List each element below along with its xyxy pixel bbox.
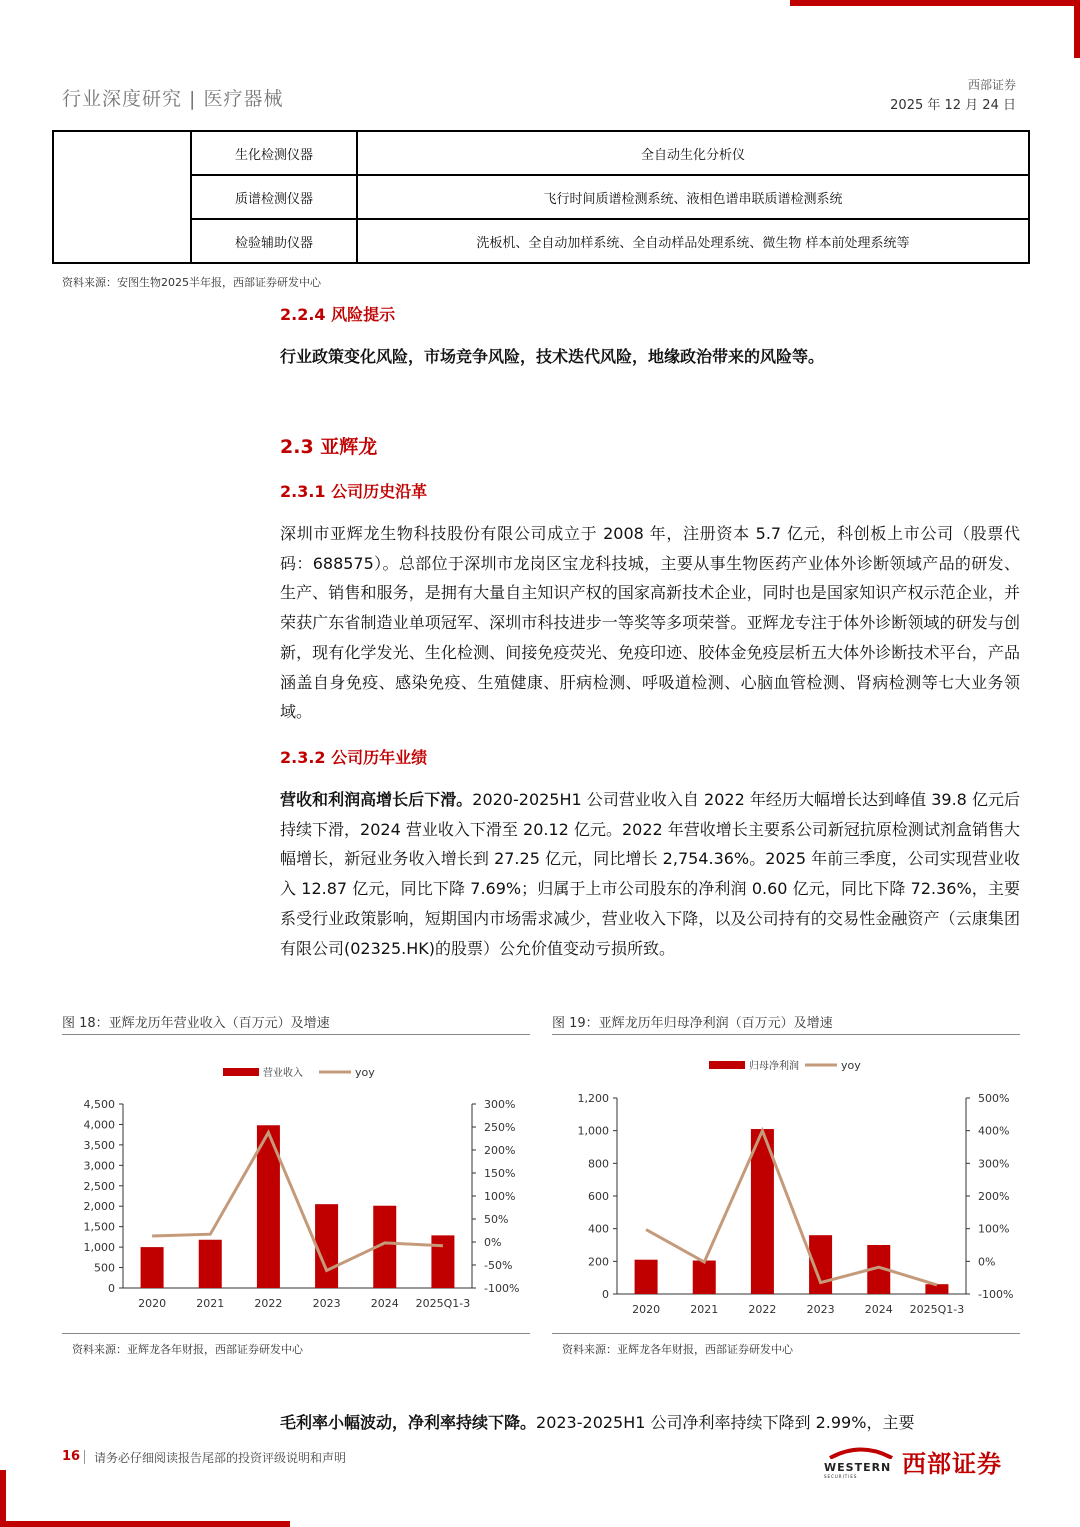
section-224-title: 2.2.4 风险提示 bbox=[280, 305, 396, 324]
bottom-body: 2023-2025H1 公司净利率持续下降到 2.99%，主要 bbox=[536, 1413, 915, 1432]
legend-bar-label: 营业收入 bbox=[263, 1068, 303, 1079]
right-tick-label: 0% bbox=[484, 1236, 502, 1249]
left-tick-label: 1,000 bbox=[83, 1241, 115, 1255]
x-tick-label: 2020 bbox=[138, 1297, 167, 1310]
bar-2020 bbox=[635, 1260, 658, 1294]
x-tick-label: 2024 bbox=[370, 1297, 399, 1310]
x-tick-label: 2024 bbox=[864, 1303, 893, 1316]
fig18-title: 图 18：亚辉龙历年营业收入（百万元）及增速 bbox=[62, 1016, 330, 1031]
left-tick-label: 4,500 bbox=[83, 1098, 115, 1111]
bar-2023 bbox=[315, 1204, 338, 1288]
bar-2025Q1-3 bbox=[925, 1284, 948, 1294]
fig19-title: 图 19：亚辉龙历年归母净利润（百万元）及增速 bbox=[552, 1016, 833, 1031]
fig19-bottom-rule bbox=[552, 1333, 1020, 1334]
left-tick-label: 600 bbox=[588, 1190, 609, 1203]
right-tick-label: 300% bbox=[978, 1157, 1010, 1171]
fig18-source: 资料来源：亚辉龙各年财报，西部证券研发中心 bbox=[72, 1343, 303, 1356]
right-tick-label: 100% bbox=[978, 1222, 1010, 1236]
header-category: 行业深度研究 | 医疗器械 bbox=[62, 88, 284, 110]
section-232-title: 2.3.2 公司历年业绩 bbox=[280, 748, 428, 767]
left-tick-label: 4,000 bbox=[83, 1118, 115, 1132]
table-cell-products: 全自动生化分析仪 bbox=[357, 131, 1029, 175]
left-tick-label: 200 bbox=[588, 1255, 609, 1269]
yoy-line bbox=[152, 1133, 443, 1271]
right-tick-label: 250% bbox=[484, 1121, 516, 1134]
left-tick-label: 800 bbox=[588, 1157, 609, 1171]
left-tick-label: 0 bbox=[602, 1288, 609, 1301]
left-tick-label: 1,500 bbox=[83, 1220, 115, 1234]
x-tick-label: 2021 bbox=[196, 1297, 225, 1310]
table-cell-type: 生化检测仪器 bbox=[191, 131, 357, 175]
logo-en: WESTERN bbox=[824, 1461, 892, 1474]
table-row bbox=[53, 175, 1029, 219]
fig18-chart bbox=[62, 1040, 530, 1320]
section-232-body: 2020-2025H1 公司营业收入自 2022 年经历大幅增长达到峰值 39.8 亿元后持续下滑，2024 营业收入下滑至 20.12 亿元。2022 年营收增长主要系公司新冠抗原检测试剂盒销售大幅增长，新冠业务收入增长到 27.25 亿元，同比增长 2,754.36%。2025 年前三季度，公司实现营业收入 12.87 亿元，同比下降 7.69%；归属于上市公司股东的净利润 0.60 亿元，同比下降 72.36%，主要系受行业政策影响，短期国内市场需求减少，营业收入下降，以及公司持有的交易性金融资产（云康集团有限公司(02325.HK)的股票）公允价值变动亏损所致。 bbox=[280, 790, 1020, 958]
bottom-paragraph bbox=[280, 1408, 1020, 1438]
table-row bbox=[53, 219, 1029, 263]
product-table bbox=[52, 130, 1030, 264]
legend-bar-label: 归母净利润 bbox=[749, 1061, 799, 1072]
fig18-bottom-rule bbox=[62, 1333, 530, 1334]
section-231-title: 2.3.1 公司历史沿革 bbox=[280, 482, 428, 501]
table-source: 资料来源：安图生物2025半年报，西部证券研发中心 bbox=[62, 276, 321, 289]
table-row bbox=[53, 131, 1029, 175]
logo-sub: SECURITIES bbox=[824, 1474, 858, 1479]
fig18-top-rule bbox=[62, 1034, 530, 1035]
right-tick-label: 400% bbox=[978, 1124, 1010, 1138]
chart-legend bbox=[709, 1059, 861, 1072]
right-tick-label: 0% bbox=[978, 1255, 996, 1269]
table-cell-type: 检验辅助仪器 bbox=[191, 219, 357, 263]
x-tick-label: 2022 bbox=[748, 1303, 777, 1316]
x-tick-label: 2020 bbox=[632, 1303, 661, 1316]
footer-divider bbox=[84, 1450, 85, 1464]
fig19-source: 资料来源：亚辉龙各年财报，西部证券研发中心 bbox=[562, 1343, 793, 1356]
section-232-lead: 营收和利润高增长后下滑。 bbox=[280, 790, 473, 809]
section-232-paragraph bbox=[280, 785, 1020, 963]
left-tick-label: 3,000 bbox=[83, 1159, 115, 1173]
logo-mark bbox=[824, 1444, 898, 1479]
right-tick-label: -100% bbox=[978, 1288, 1014, 1301]
legend-line-label: yoy bbox=[841, 1059, 861, 1072]
right-tick-label: -50% bbox=[484, 1259, 513, 1272]
section-224-body: 行业政策变化风险，市场竞争风险，技术迭代风险，地缘政治带来的风险等。 bbox=[280, 347, 825, 366]
table-cell-type: 质谱检测仪器 bbox=[191, 175, 357, 219]
top-corner-decoration bbox=[790, 0, 1080, 58]
bar-2021 bbox=[693, 1261, 716, 1294]
left-tick-label: 400 bbox=[588, 1222, 609, 1236]
right-tick-label: 500% bbox=[978, 1092, 1010, 1105]
right-tick-label: 300% bbox=[484, 1098, 516, 1111]
legend-bar-swatch bbox=[223, 1068, 259, 1076]
left-tick-label: 3,500 bbox=[83, 1138, 115, 1152]
right-tick-label: 150% bbox=[484, 1167, 516, 1180]
right-tick-label: 200% bbox=[484, 1144, 516, 1157]
bottom-corner-decoration bbox=[0, 1470, 290, 1527]
x-tick-label: 2021 bbox=[690, 1303, 719, 1316]
fig19-top-rule bbox=[552, 1034, 1020, 1035]
header-firm: 西部证券 bbox=[967, 78, 1016, 92]
x-tick-label: 2022 bbox=[254, 1297, 283, 1310]
fig19-chart bbox=[552, 1040, 1020, 1320]
bar-2020 bbox=[141, 1247, 164, 1288]
logo-cn: 西部证券 bbox=[902, 1450, 1002, 1478]
logo-arc-icon bbox=[824, 1445, 898, 1459]
footer-page-number: 16 bbox=[62, 1449, 81, 1464]
header-date: 2025 年 12 月 24 日 bbox=[890, 98, 1016, 113]
left-tick-label: 0 bbox=[108, 1282, 115, 1295]
left-tick-label: 2,000 bbox=[83, 1200, 115, 1214]
left-tick-label: 1,200 bbox=[577, 1092, 609, 1105]
legend-bar-swatch bbox=[709, 1061, 745, 1069]
table-blank-cell bbox=[53, 131, 191, 263]
table-cell-products: 洗板机、全自动加样系统、全自动样品处理系统、微生物 样本前处理系统等 bbox=[357, 219, 1029, 263]
right-tick-label: 200% bbox=[978, 1190, 1010, 1203]
right-tick-label: 50% bbox=[484, 1213, 509, 1226]
left-tick-label: 500 bbox=[94, 1261, 115, 1275]
chart-legend bbox=[223, 1066, 375, 1079]
yoy-line bbox=[646, 1131, 937, 1285]
legend-line-label: yoy bbox=[355, 1066, 375, 1079]
footer-disclaimer: 请务必仔细阅读报告尾部的投资评级说明和声明 bbox=[94, 1451, 347, 1465]
bar-2021 bbox=[199, 1240, 222, 1288]
x-tick-label: 2023 bbox=[312, 1297, 341, 1310]
right-tick-label: 100% bbox=[484, 1190, 516, 1203]
table-cell-products: 飞行时间质谱检测系统、液相色谱串联质谱检测系统 bbox=[357, 175, 1029, 219]
x-tick-label: 2025Q1-3 bbox=[415, 1297, 471, 1310]
section-23-title: 2.3 亚辉龙 bbox=[280, 436, 378, 458]
right-tick-label: -100% bbox=[484, 1282, 520, 1295]
left-tick-label: 1,000 bbox=[577, 1124, 609, 1138]
x-tick-label: 2023 bbox=[806, 1303, 835, 1316]
section-231-body: 深圳市亚辉龙生物科技股份有限公司成立于 2008 年，注册资本 5.7 亿元，科创板上市公司（股票代码：688575）。总部位于深圳市龙岗区宝龙科技城，主要从事生物医药产业体外诊断领域产品的研发、生产、销售和服务，是拥有大量自主知识产权的国家高新技术企业，同时也是国家知识产权示范企业，并荣获广东省制造业单项冠军、深圳市科技进步一等奖等多项荣誉。亚辉龙专注于体外诊断领域的研发与创新，现有化学发光、生化检测、间接免疫荧光、免疫印迹、胶体金免疫层析五大体外诊断技术平台，产品涵盖自身免疫、感染免疫、生殖健康、肝病检测、呼吸道检测、心脑血管检测、肾病检测等七大业务领域。 bbox=[280, 524, 1020, 722]
left-tick-label: 2,500 bbox=[83, 1179, 115, 1193]
bar-2025Q1-3 bbox=[431, 1235, 454, 1288]
bottom-lead: 毛利率小幅波动，净利率持续下降。 bbox=[280, 1413, 537, 1432]
x-tick-label: 2025Q1-3 bbox=[909, 1303, 965, 1316]
